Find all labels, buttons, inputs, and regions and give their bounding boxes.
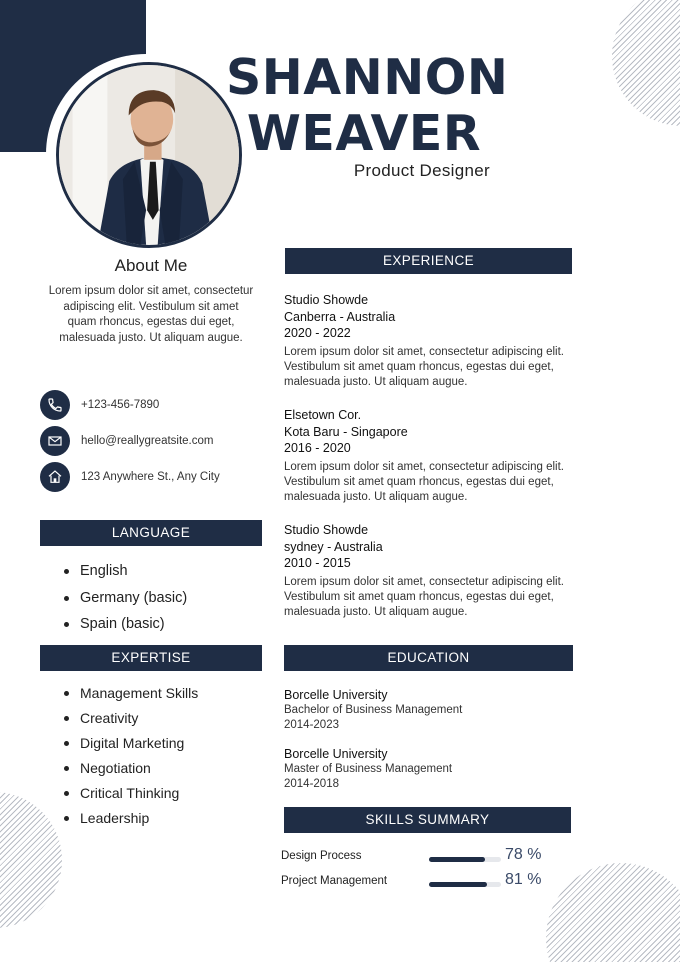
- mail-icon: [40, 426, 70, 456]
- skill-bar-track: [429, 857, 501, 862]
- skill-name: Design Process: [281, 850, 362, 862]
- skill-name: Project Management: [281, 875, 388, 887]
- job-location: Canberra - Australia: [284, 309, 396, 324]
- job-years: 2020 - 2022: [284, 326, 351, 340]
- education-years: 2014-2023: [284, 719, 339, 731]
- list-item: English: [62, 558, 187, 585]
- first-name: SHANNON: [226, 49, 509, 106]
- company-name: Studio Showde: [284, 293, 369, 307]
- list-item: Spain (basic): [62, 611, 187, 638]
- education-section-header: EDUCATION: [284, 645, 573, 671]
- skill-row: [281, 873, 581, 893]
- school-name: Borcelle University: [284, 688, 388, 702]
- job-years: 2016 - 2020: [284, 441, 351, 455]
- degree: Bachelor of Business Management: [284, 704, 463, 716]
- job-description: Lorem ipsum dolor sit amet, consectetur adipiscing elit. Vestibulum sit amet quam rhoncus, egestas dui eget, malesuada justo. Ut aliquam augue.: [284, 575, 564, 619]
- contact-phone: [40, 390, 270, 420]
- skill-bar-fill: [429, 857, 485, 862]
- contact-email: [40, 426, 270, 456]
- company-name: Studio Showde: [284, 523, 369, 537]
- list-item: Leadership: [62, 806, 198, 831]
- list-item: Management Skills: [62, 681, 198, 706]
- education-entry: [284, 746, 574, 792]
- contact-address: [40, 462, 270, 492]
- experience-section-header: EXPERIENCE: [285, 248, 572, 274]
- full-name-heading: [226, 49, 509, 162]
- job-location: sydney - Australia: [284, 539, 383, 554]
- home-icon: [40, 462, 70, 492]
- language-list: [62, 558, 187, 638]
- email-address: hello@reallygreatsite.com: [81, 435, 214, 447]
- company-name: Elsetown Cor.: [284, 408, 362, 422]
- list-item: Negotiation: [62, 756, 198, 781]
- experience-entry: [284, 407, 604, 506]
- degree: Master of Business Management: [284, 763, 453, 775]
- skill-percent: 81 %: [505, 871, 542, 888]
- decorative-striped-circle-left: [0, 792, 62, 928]
- about-text: Lorem ipsum dolor sit amet, consectetur adipiscing elit. Vestibulum sit amet quam rhoncus, egestas dui eget, malesuada justo. Ut aliquam augue.: [48, 285, 254, 344]
- skill-percent: 78 %: [505, 846, 542, 863]
- decorative-striped-circle-top-right: [612, 0, 680, 126]
- profile-photo: [56, 62, 242, 248]
- experience-entry: [284, 292, 604, 391]
- skill-bar-fill: [429, 882, 487, 887]
- list-item: Germany (basic): [62, 585, 187, 612]
- school-name: Borcelle University: [284, 747, 388, 761]
- expertise-list: [62, 681, 198, 831]
- phone-number: +123-456-7890: [81, 399, 160, 411]
- last-name: WEAVER: [246, 105, 482, 162]
- street-address: 123 Anywhere St., Any City: [81, 471, 220, 483]
- list-item: Digital Marketing: [62, 731, 198, 756]
- job-years: 2010 - 2015: [284, 556, 351, 570]
- education-entry: [284, 687, 574, 733]
- phone-icon: [40, 390, 70, 420]
- about-heading: About Me: [114, 256, 188, 275]
- job-description: Lorem ipsum dolor sit amet, consectetur adipiscing elit. Vestibulum sit amet quam rhoncus, egestas dui eget, malesuada justo. Ut aliquam augue.: [284, 460, 564, 504]
- job-title: Product Designer: [353, 161, 490, 180]
- skills-section-header: SKILLS SUMMARY: [284, 807, 571, 833]
- expertise-section-header: EXPERTISE: [40, 645, 262, 671]
- list-item: Critical Thinking: [62, 781, 198, 806]
- list-item: Creativity: [62, 706, 198, 731]
- job-description: Lorem ipsum dolor sit amet, consectetur adipiscing elit. Vestibulum sit amet quam rhoncus, egestas dui eget, malesuada justo. Ut aliquam augue.: [284, 345, 564, 389]
- language-section-header: LANGUAGE: [40, 520, 262, 546]
- job-location: Kota Baru - Singapore: [284, 424, 408, 439]
- education-years: 2014-2018: [284, 778, 339, 790]
- skill-row: [281, 848, 581, 868]
- skill-bar-track: [429, 882, 501, 887]
- experience-entry: [284, 522, 604, 621]
